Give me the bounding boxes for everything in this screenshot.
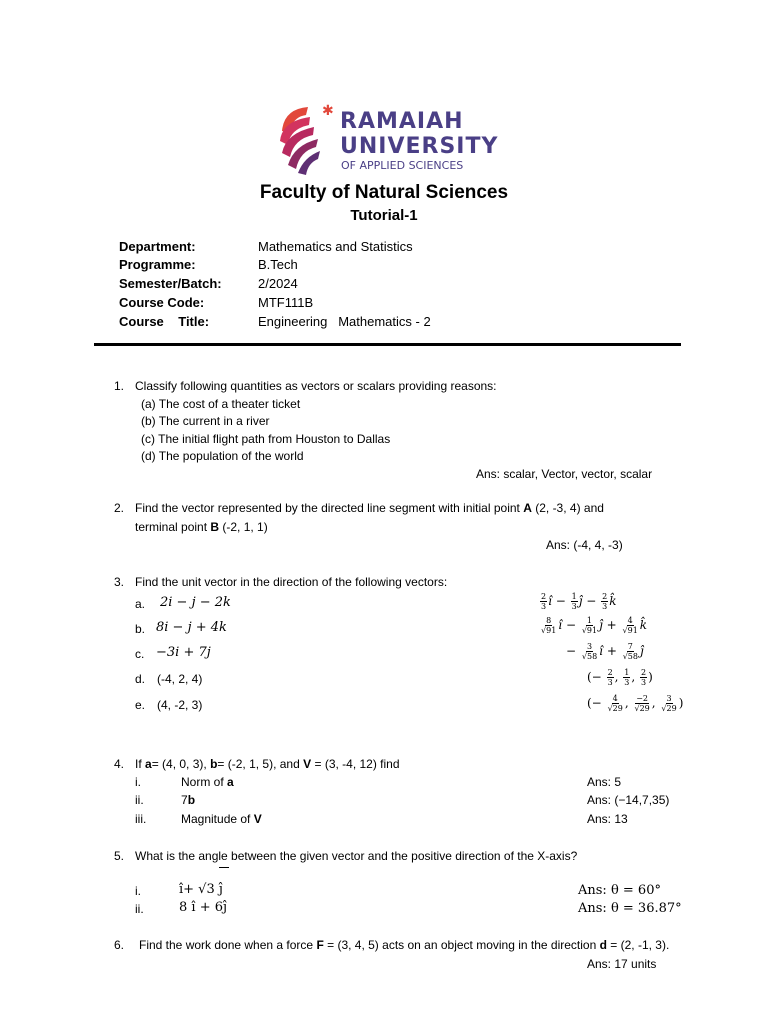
q2-text-a: Find the vector represented by the directed line segment with initial point [135, 501, 524, 515]
q3-answer-d: (− $\frac{2}{3}$ , $\frac{1}{3}$ , $\frac{2}{3}$ ) [587, 668, 653, 687]
q3-item-a-label: a. [135, 597, 146, 611]
q3-answer-b: $\frac{8}{√91}$ î − $\frac{1}{√91}$ ĵ + $\frac{4}{√91}$ k̂ [541, 616, 648, 635]
q4-item-i-bold: a [227, 775, 234, 789]
q2-coords-b: (-2, 1, 1) [219, 520, 268, 534]
q4-item-iii-prefix: Magnitude of [181, 812, 254, 826]
detail-value-programme: B.Tech [258, 257, 298, 272]
faculty-title: Faculty of Natural Sciences [259, 182, 509, 203]
svg-text:✱: ✱ [322, 103, 334, 119]
q4-vector-a: a [145, 757, 152, 771]
q5-item-ii-label: ii. [135, 902, 144, 916]
q4-item-ii-answer: Ans: (−14,7,35) [587, 793, 670, 807]
q5-number: 5. [114, 849, 125, 863]
q5-overline-mark [219, 867, 229, 868]
q4-intro-1: If [135, 757, 146, 771]
q3-item-b-label: b. [135, 622, 146, 636]
q4-item-ii-label: ii. [135, 793, 144, 807]
q4-item-iii-answer: Ans: 13 [587, 812, 628, 826]
q1-item-c: (c) The initial flight path from Houston to Dallas [141, 432, 391, 446]
q3-item-d-label: d. [135, 672, 146, 686]
q5-item-i-answer: Ans: θ = 60° [578, 883, 661, 898]
q1-item-a: (a) The cost of a theater ticket [141, 397, 301, 411]
university-name-line2: UNIVERSITY [340, 134, 499, 159]
university-name-line3: OF APPLIED SCIENCES [341, 159, 464, 172]
q4-item-i-answer: Ans: 5 [587, 775, 622, 789]
q4-intro-4: = (3, -4, 12) find [311, 757, 400, 771]
q3-item-c-label: c. [135, 647, 145, 661]
q4-item-iii-label: iii. [135, 812, 147, 826]
q5-item-ii-answer: Ans: θ = 36.87° [578, 901, 682, 916]
q3-item-b-expr: 8i − j + 4k [156, 620, 227, 635]
q1-answer: Ans: scalar, Vector, vector, scalar [476, 467, 653, 481]
q4-vector-b: b [210, 757, 218, 771]
detail-value-course-title: Engineering Mathematics - 2 [258, 314, 431, 329]
q3-item-a-expr: 2i − j − 2k [160, 595, 231, 610]
detail-value-semester: 2/2024 [258, 276, 298, 291]
q2-line-2 [135, 520, 268, 534]
header-divider [94, 343, 681, 346]
q4-vector-v: V [303, 757, 312, 771]
detail-label-course-title: Course Title: [119, 314, 210, 329]
q4-item-ii-bold: b [187, 793, 196, 807]
q4-item-ii-text [181, 793, 195, 807]
q4-item-iii-text [181, 812, 262, 826]
q4-item-i-label: i. [135, 775, 141, 789]
q3-text: Find the unit vector in the direction of the following vectors: [135, 575, 448, 589]
q6-text-2: = (3, 4, 5) acts on an object moving in the direction [323, 938, 600, 952]
detail-value-department: Mathematics and Statistics [258, 239, 413, 254]
q5-text: What is the angle between the given vector and the positive direction of the X-axis? [135, 849, 578, 863]
q6-text [139, 938, 669, 952]
q4-item-ii-prefix: 7 [181, 793, 188, 807]
detail-label-programme: Programme: [119, 257, 196, 272]
q2-text-b: terminal point [135, 520, 211, 534]
q3-item-e-label: e. [135, 698, 146, 712]
q2-number: 2. [114, 501, 125, 515]
q3-answer-a: $\frac{2}{3}$ î − $\frac{1}{3}$ ĵ − $\frac{2}{3}$ k̂ [541, 592, 617, 611]
q3-item-e-expr: (4, -2, 3) [157, 698, 203, 712]
detail-label-semester: Semester/Batch: [119, 276, 222, 291]
detail-label-course-code: Course Code: [119, 295, 205, 310]
q1-item-b: (b) The current in a river [141, 414, 270, 428]
q2-line-1 [135, 501, 604, 515]
q1-item-d: (d) The population of the world [141, 449, 304, 463]
q4-intro [135, 757, 400, 771]
q4-item-i-text [181, 775, 234, 789]
detail-label-department: Department: [119, 239, 196, 254]
q2-coords-a: (2, -3, 4) and [531, 501, 604, 515]
q6-force: F [316, 938, 324, 952]
q1-text: Classify following quantities as vectors or scalars providing reasons: [135, 379, 497, 393]
ramaiah-emblem-icon [276, 101, 336, 175]
q4-item-iii-bold: V [253, 812, 262, 826]
q4-intro-3: = (-2, 1, 5), and [217, 757, 304, 771]
q1-number: 1. [114, 379, 125, 393]
university-logo [276, 101, 499, 175]
q3-number: 3. [114, 575, 125, 589]
q5-item-ii-expr: 8 î + 6ĵ [179, 900, 228, 915]
tutorial-title: Tutorial-1 [350, 207, 418, 224]
university-name-line1: RAMAIAH [340, 109, 464, 134]
q6-direction: d [599, 938, 607, 952]
q2-point-b: B [210, 520, 220, 534]
q6-answer: Ans: 17 units [587, 957, 657, 971]
q3-item-d-expr: (-4, 2, 4) [157, 672, 203, 686]
q6-text-1: Find the work done when a force [139, 938, 317, 952]
q2-answer: Ans: (-4, 4, -3) [546, 538, 623, 552]
q5-item-i-expr: î+ √3 ĵ [179, 882, 223, 897]
q3-answer-c: − $\frac{3}{√58}$ î + $\frac{7}{√58}$ ĵ [566, 642, 644, 661]
q4-intro-2: = (4, 0, 3), [151, 757, 211, 771]
q4-item-i-prefix: Norm of [181, 775, 228, 789]
q2-point-a: A [523, 501, 532, 515]
q6-text-3: = (2, -1, 3). [606, 938, 670, 952]
detail-value-course-code: MTF111B [258, 295, 314, 310]
q4-number: 4. [114, 757, 125, 771]
q6-number: 6. [114, 938, 125, 952]
q3-answer-e: (− $\frac{4}{√29}$ , $\frac{-2}{√29}$ , $\frac{3}{√29}$ ) [587, 694, 684, 713]
q5-item-i-label: i. [135, 884, 141, 898]
q3-item-c-expr: −3i + 7j [156, 645, 211, 660]
